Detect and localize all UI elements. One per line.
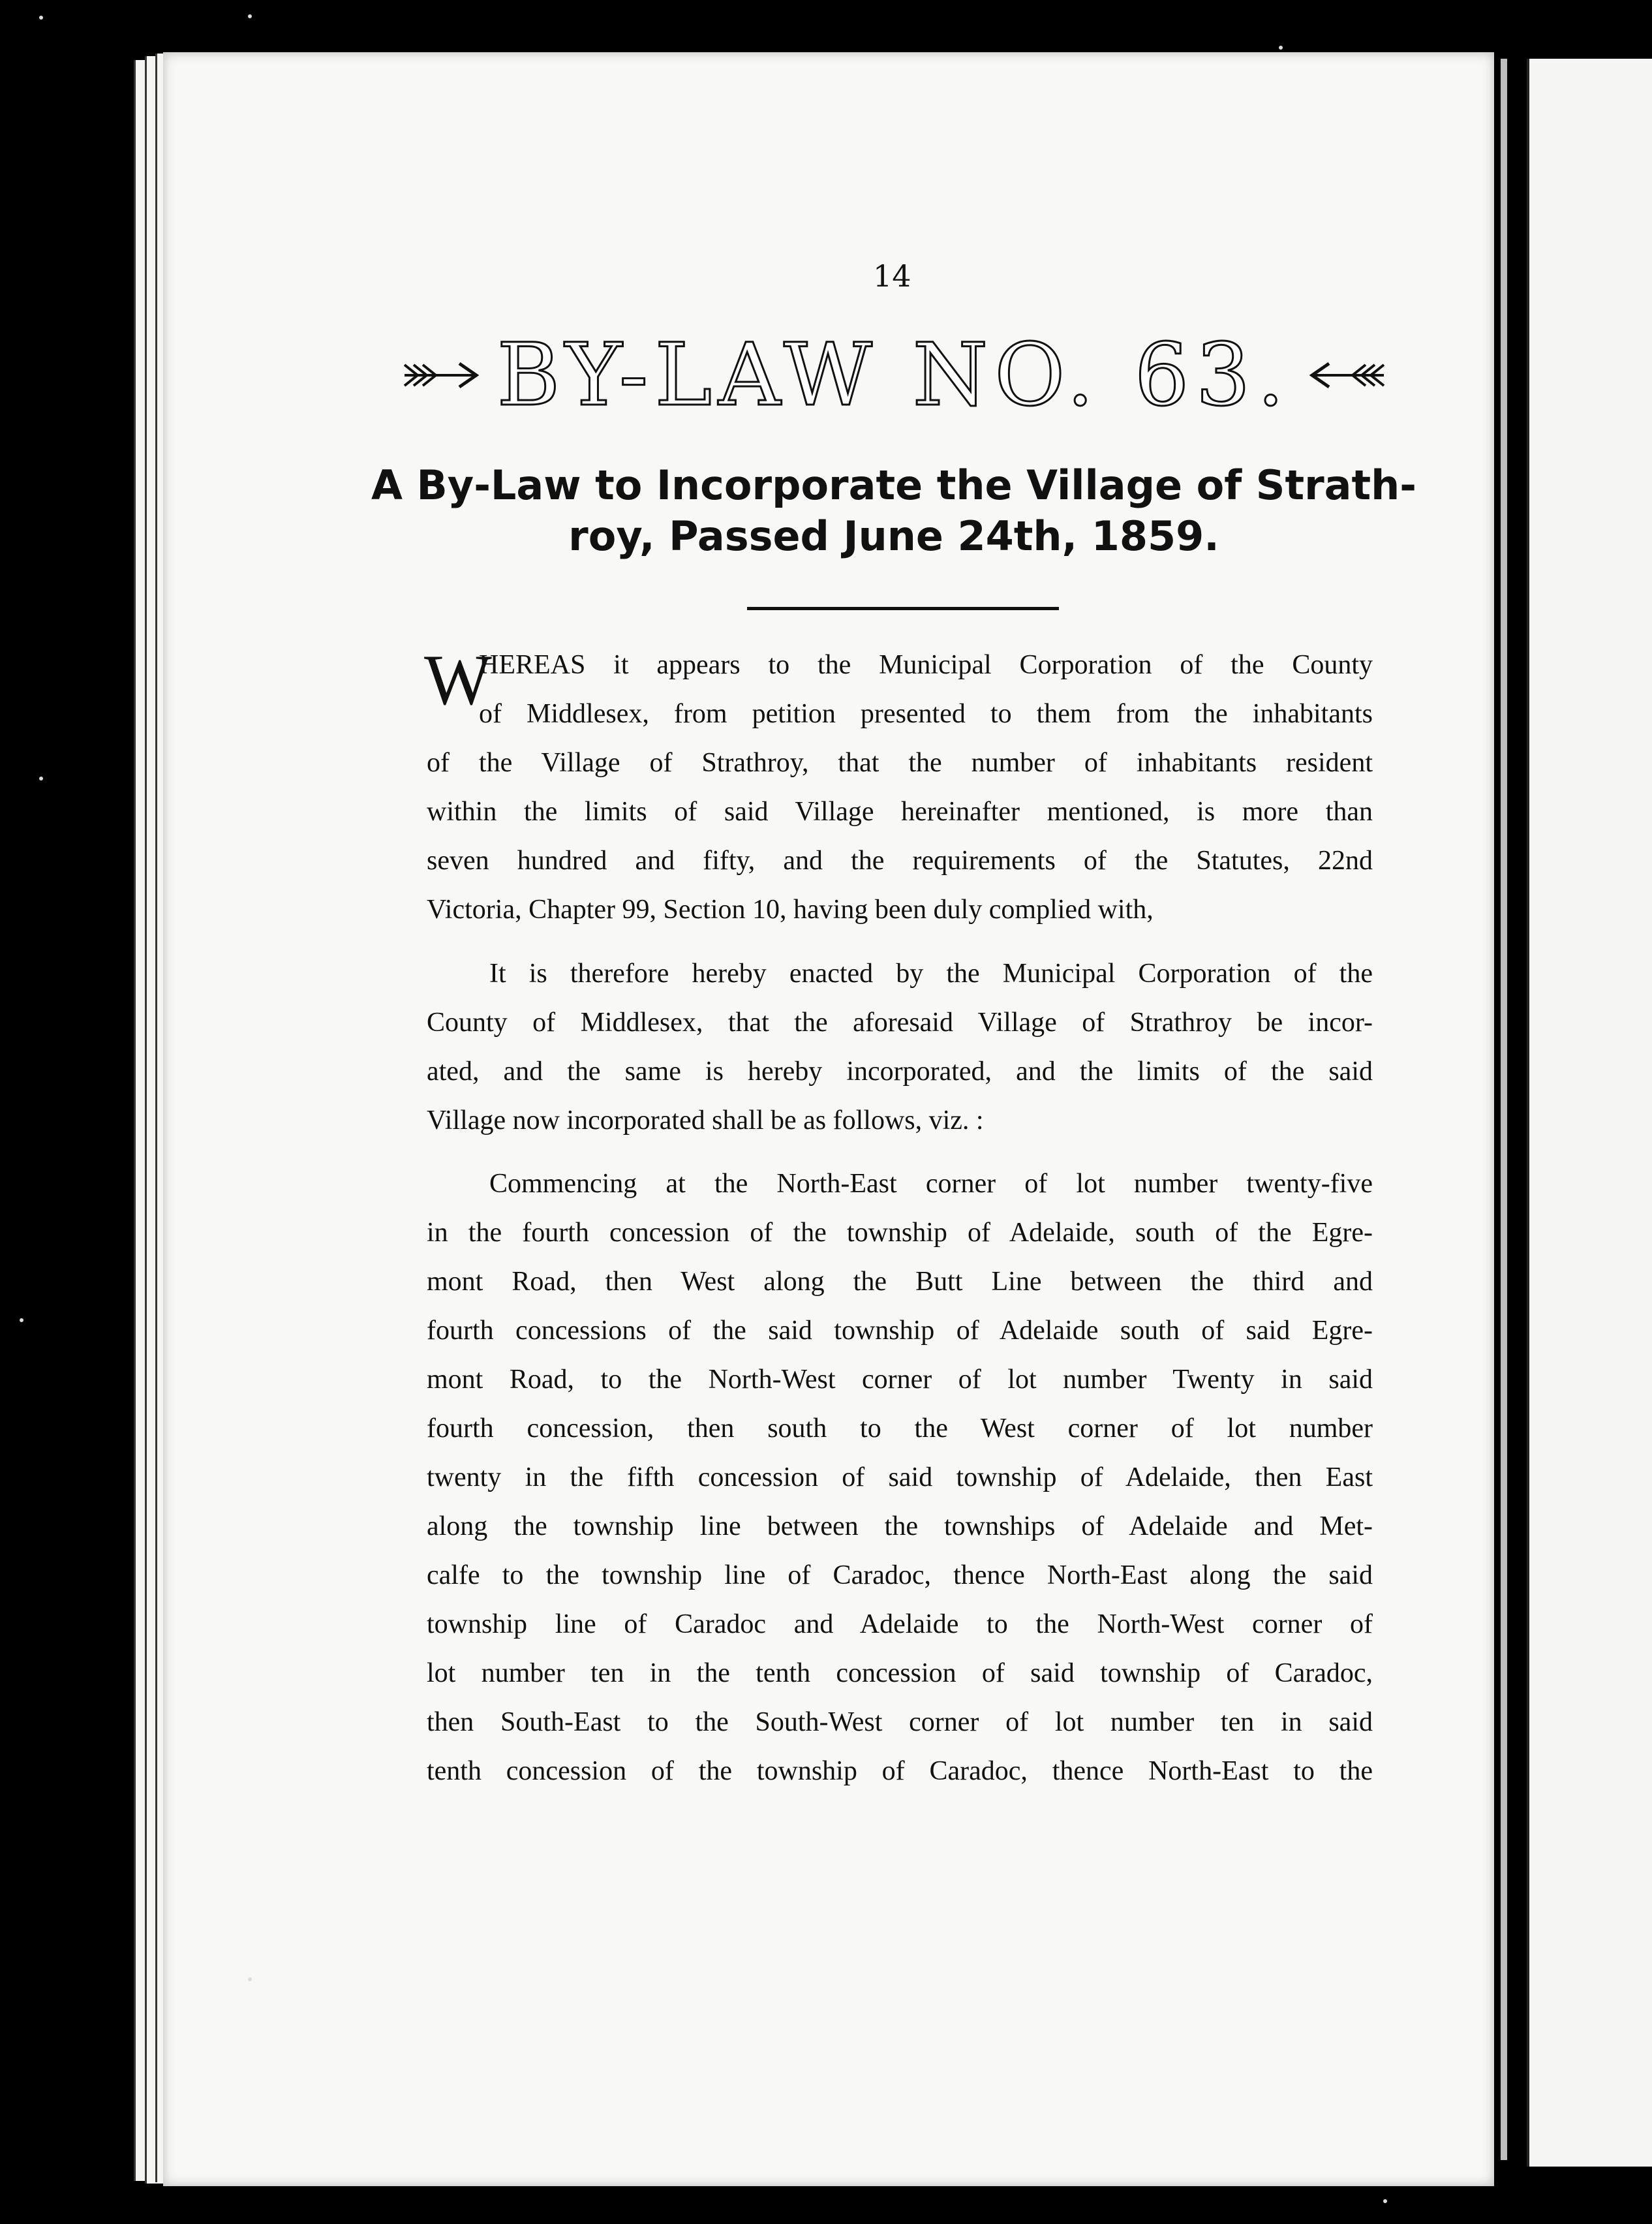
text-line: tenth concession of the township of Caradoc, thence North-East to the: [427, 1756, 1373, 1786]
text-line: along the township line between the townships of Adelaide and Met-: [427, 1511, 1373, 1541]
text-line: seven hundred and fifty, and the requirements of the Statutes, 22nd: [427, 846, 1373, 876]
drop-cap: W: [424, 640, 492, 720]
scan-speck: [20, 1318, 23, 1322]
text-line: within the limits of said Village hereinafter mentioned, is more than: [427, 797, 1373, 827]
title-row: [497, 325, 1291, 425]
text-line: fourth concessions of the said township of Adelaide south of said Egre-: [427, 1316, 1373, 1346]
text-line: twenty in the fifth concession of said township of Adelaide, then East: [427, 1462, 1373, 1492]
page-number: 14: [873, 258, 911, 294]
text-line: of the Village of Strathroy, that the number of inhabitants resident: [427, 748, 1373, 778]
scan-speck: [1279, 46, 1283, 50]
page-gutter: [1501, 59, 1507, 2160]
subtitle: [365, 460, 1422, 562]
paragraph-whereas: [427, 641, 1373, 934]
text-line: HEREAS it appears to the Municipal Corporation of the County: [479, 650, 1373, 680]
text-line: fourth concession, then south to the West corner of lot number: [427, 1413, 1373, 1444]
text-line: township line of Caradoc and Adelaide to the North-West corner of: [427, 1609, 1373, 1639]
text-line: lot number ten in the tenth concession of said township of Caradoc,: [427, 1658, 1373, 1688]
scan-speck: [39, 777, 43, 780]
paragraph-enactment: [427, 950, 1373, 1145]
divider-rule: [747, 607, 1059, 610]
paragraph-boundaries: [427, 1160, 1373, 1796]
scan-speck: [248, 1977, 252, 1981]
scan-speck: [39, 16, 43, 20]
text-line: Village now incorporated shall be as follows, viz. :: [427, 1105, 984, 1135]
text-line: mont Road, then West along the Butt Line between the third and: [427, 1267, 1373, 1297]
text-line: of Middlesex, from petition presented to them from the inhabitants: [479, 699, 1373, 729]
scan-speck: [248, 14, 252, 18]
page-title: BY-LAW NO. 63.: [497, 325, 1291, 425]
text-line: County of Middlesex, that the aforesaid Village of Strathroy be incor-: [427, 1008, 1373, 1038]
text-line: calfe to the township line of Caradoc, thence North-East along the said: [427, 1560, 1373, 1590]
text-line: Victoria, Chapter 99, Section 10, having been duly complied with,: [427, 895, 1154, 925]
facing-page-edge: [1527, 59, 1652, 2167]
text-line: then South-East to the South-West corner of lot number ten in said: [427, 1707, 1373, 1737]
text-line: It is therefore hereby enacted by the Municipal Corporation of the: [489, 959, 1373, 989]
scan-speck: [1383, 2199, 1387, 2203]
text-line: in the fourth concession of the township of Adelaide, south of the Egre-: [427, 1218, 1373, 1248]
text-line: ated, and the same is hereby incorporated, and the limits of the said: [427, 1057, 1373, 1087]
text-line: Commencing at the North-East corner of lot number twenty-five: [489, 1169, 1373, 1199]
subtitle-line: A By-Law to Incorporate the Village of Strath-: [371, 461, 1417, 509]
left-arrow-ornament-icon: [402, 356, 480, 395]
subtitle-line: roy, Passed June 24th, 1859.: [568, 512, 1219, 560]
text-line: mont Road, to the North-West corner of lot number Twenty in said: [427, 1365, 1373, 1395]
right-arrow-ornament-icon: [1308, 356, 1386, 395]
